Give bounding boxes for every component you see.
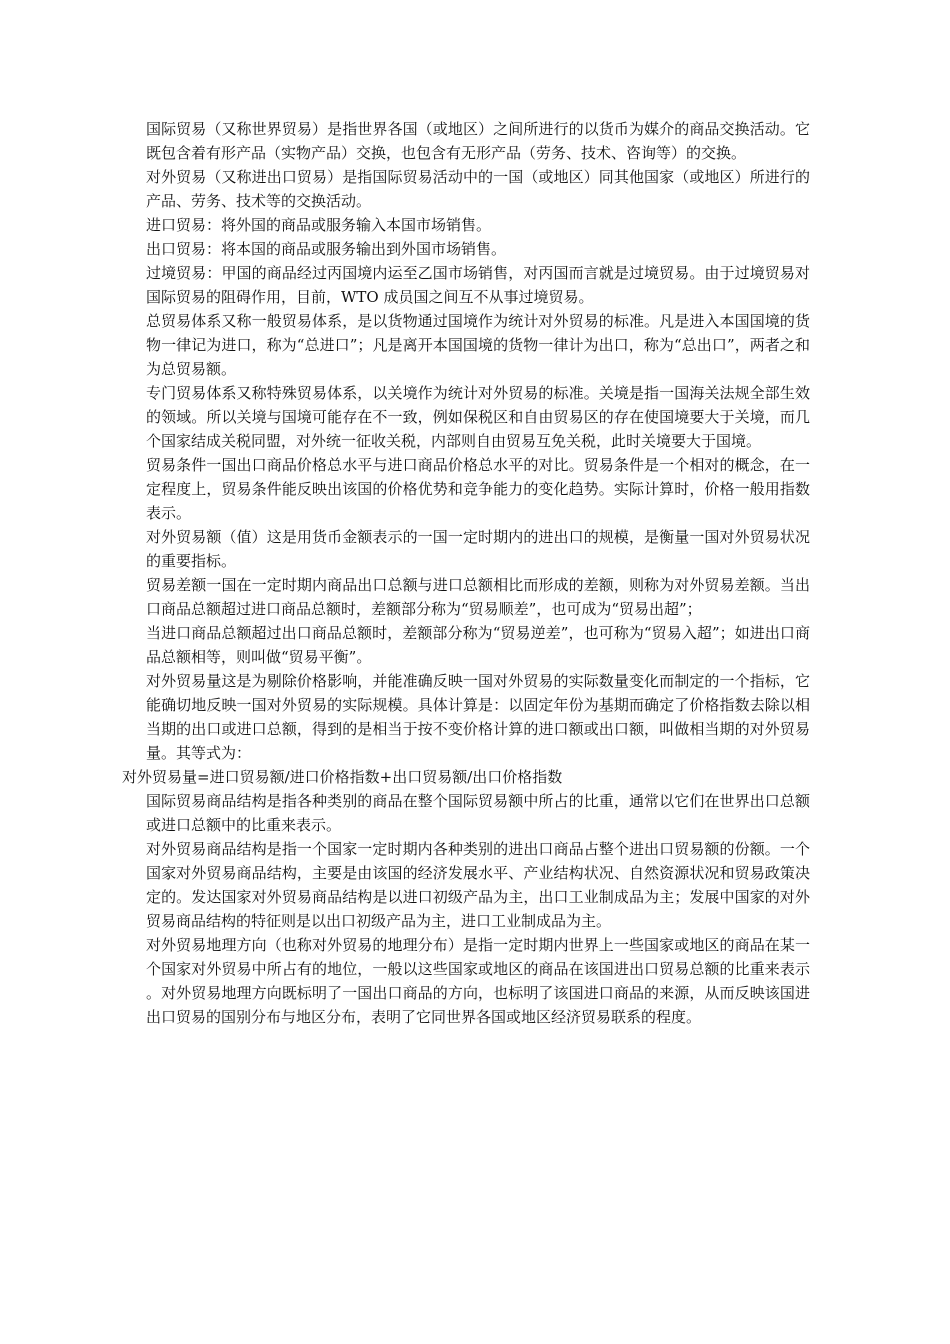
paragraph-trade-value: 对外贸易额（值）这是用货币金额表示的一国一定时期内的进出口的规模，是衡量一国对外贸易状况的重要指标。 bbox=[146, 528, 810, 570]
paragraph-general-trade-system: 总贸易体系又称一般贸易体系，是以货物通过国境作为统计对外贸易的标准。凡是进入本国国境的货物一律记为进口，称为“总进口”；凡是离开本国国境的货物一律计为出口，称为“总出口”，两者之和为总贸易额。 bbox=[146, 312, 810, 378]
paragraph-trade-balance: 贸易差额一国在一定时期内商品出口总额与进口总额相比而形成的差额，则称为对外贸易差额。当出口商品总额超过进口商品总额时，差额部分称为“贸易顺差”，也可成为“贸易出超”； bbox=[146, 576, 810, 618]
paragraph-export-trade: 出口贸易：将本国的商品或服务输出到外国市场销售。 bbox=[146, 240, 507, 258]
paragraph-trade-deficit: 当进口商品总额超过出口商品总额时，差额部分称为“贸易逆差”，也可称为“贸易入超”；如进出口商品总额相等，则叫做“贸易平衡”。 bbox=[146, 624, 810, 666]
paragraph-special-trade-system: 专门贸易体系又称特殊贸易体系，以关境作为统计对外贸易的标准。关境是指一国海关法规全部生效的领域。所以关境与国境可能存在不一致，例如保税区和自由贸易区的存在使国境要大于关境，而几个国家结成关税同盟，对外统一征收关税，内部则自由贸易互免关税，此时关境要大于国境。 bbox=[146, 384, 810, 450]
paragraph-geographic-direction: 对外贸易地理方向（也称对外贸易的地理分布）是指一定时期内世界上一些国家或地区的商品在某一个国家对外贸易中所占有的地位，一般以这些国家或地区的商品在该国进出口贸易总额的比重来表示 。对外贸易地理方向既标明了一国出口商品的方向，也标明了该国进口商品的来源，从而反映该国进出口贸易的国别分布与地区分布，表明了它同世界各国或地区经济贸易联系的程度。 bbox=[146, 936, 810, 1026]
paragraph-foreign-commodity-structure: 对外贸易商品结构是指一个国家一定时期内各种类别的进出口商品占整个进出口贸易额的份额。一个国家对外贸易商品结构，主要是由该国的经济发展水平、产业结构状况、自然资源状况和贸易政策决定的。发达国家对外贸易商品结构是以进口初级产品为主，出口工业制成品为主；发展中国家的对外贸易商品结构的特征则是以出口初级产品为主，进口工业制成品为主。 bbox=[146, 840, 810, 930]
paragraph-international-trade: 国际贸易（又称世界贸易）是指世界各国（或地区）之间所进行的以货币为媒介的商品交换活动。它既包含着有形产品（实物产品）交换，也包含有无形产品（劳务、技术、咨询等）的交换。 bbox=[146, 120, 810, 162]
paragraph-international-commodity-structure: 国际贸易商品结构是指各种类别的商品在整个国际贸易额中所占的比重，通常以它们在世界出口总额或进口总额中的比重来表示。 bbox=[146, 792, 810, 834]
paragraph-import-trade: 进口贸易：将外国的商品或服务输入本国市场销售。 bbox=[146, 216, 492, 234]
paragraph-transit-trade: 过境贸易：甲国的商品经过丙国境内运至乙国市场销售，对丙国而言就是过境贸易。由于过境贸易对国际贸易的阻碍作用，目前，WTO 成员国之间互不从事过境贸易。 bbox=[146, 264, 810, 306]
trade-quantum-formula: 对外贸易量=进口贸易额/进口价格指数+出口贸易额/出口价格指数 bbox=[122, 768, 563, 786]
paragraph-foreign-trade: 对外贸易（又称进出口贸易）是指国际贸易活动中的一国（或地区）同其他国家（或地区）所进行的产品、劳务、技术等的交换活动。 bbox=[146, 168, 810, 210]
document-body bbox=[122, 117, 810, 1029]
paragraph-terms-of-trade: 贸易条件一国出口商品价格总水平与进口商品价格总水平的对比。贸易条件是一个相对的概念，在一定程度上，贸易条件能反映出该国的价格优势和竞争能力的变化趋势。实际计算时，价格一般用指数表示。 bbox=[146, 456, 810, 522]
paragraph-trade-quantum: 对外贸易量这是为剔除价格影响，并能准确反映一国对外贸易的实际数量变化而制定的一个指标，它能确切地反映一国对外贸易的实际规模。具体计算是：以固定年份为基期而确定了价格指数去除以相当期的出口或进口总额，得到的是相当于按不变价格计算的进口额或出口额，叫做相当期的对外贸易量。其等式为： bbox=[146, 672, 810, 762]
